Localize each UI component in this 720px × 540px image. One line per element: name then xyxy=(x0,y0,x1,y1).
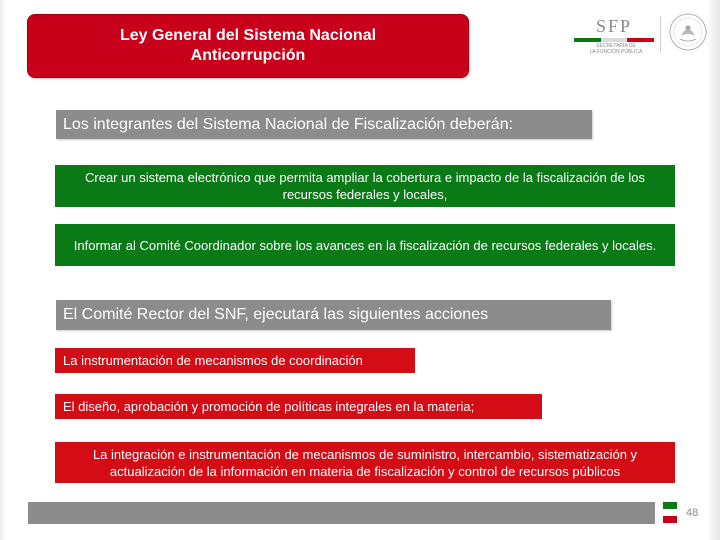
title-line-2: Anticorrupción xyxy=(190,47,306,64)
page-number: 48 xyxy=(686,507,699,519)
national-seal-icon xyxy=(668,12,708,52)
flag-stripe-icon xyxy=(574,38,654,42)
section2-heading: El Comité Rector del SNF, ejecutará las siguientes acciones xyxy=(56,300,611,330)
title-line-1: Ley General del Sistema Nacional xyxy=(119,27,377,44)
logo-divider xyxy=(660,16,661,52)
slide-title xyxy=(27,14,469,78)
section1-item-2: Informar al Comité Coordinador sobre los avances en la fiscalización de recursos federales y locales. xyxy=(55,224,675,266)
sfp-subtitle-line-1: SECRETARÍA DE xyxy=(596,43,636,49)
sfp-logo-subtitle xyxy=(586,43,646,55)
sfp-logo xyxy=(568,12,718,58)
sfp-subtitle-line-2: LA FUNCIÓN PÚBLICA xyxy=(589,49,643,55)
section2-item-2: El diseño, aprobación y promoción de políticas integrales en la materia; xyxy=(55,394,542,419)
section2-item-3: La integración e instrumentación de mecanismos de suministro, intercambio, sistematización y actualización de la información en materia de fiscalización y control de recursos públicos xyxy=(55,442,675,483)
section2-item-1: La instrumentación de mecanismos de coordinación xyxy=(55,348,415,373)
sfp-logo-text: SFP xyxy=(596,16,633,36)
footer-bar xyxy=(28,502,655,524)
footer-flag-icon xyxy=(663,502,677,524)
left-edge-shade xyxy=(0,0,6,540)
right-edge-shade xyxy=(706,0,720,540)
section1-heading: Los integrantes del Sistema Nacional de Fiscalización deberán: xyxy=(56,110,592,139)
section1-item-1: Crear un sistema electrónico que permita ampliar la cobertura e impacto de la fiscalización de los recursos federales y locales, xyxy=(55,165,675,207)
